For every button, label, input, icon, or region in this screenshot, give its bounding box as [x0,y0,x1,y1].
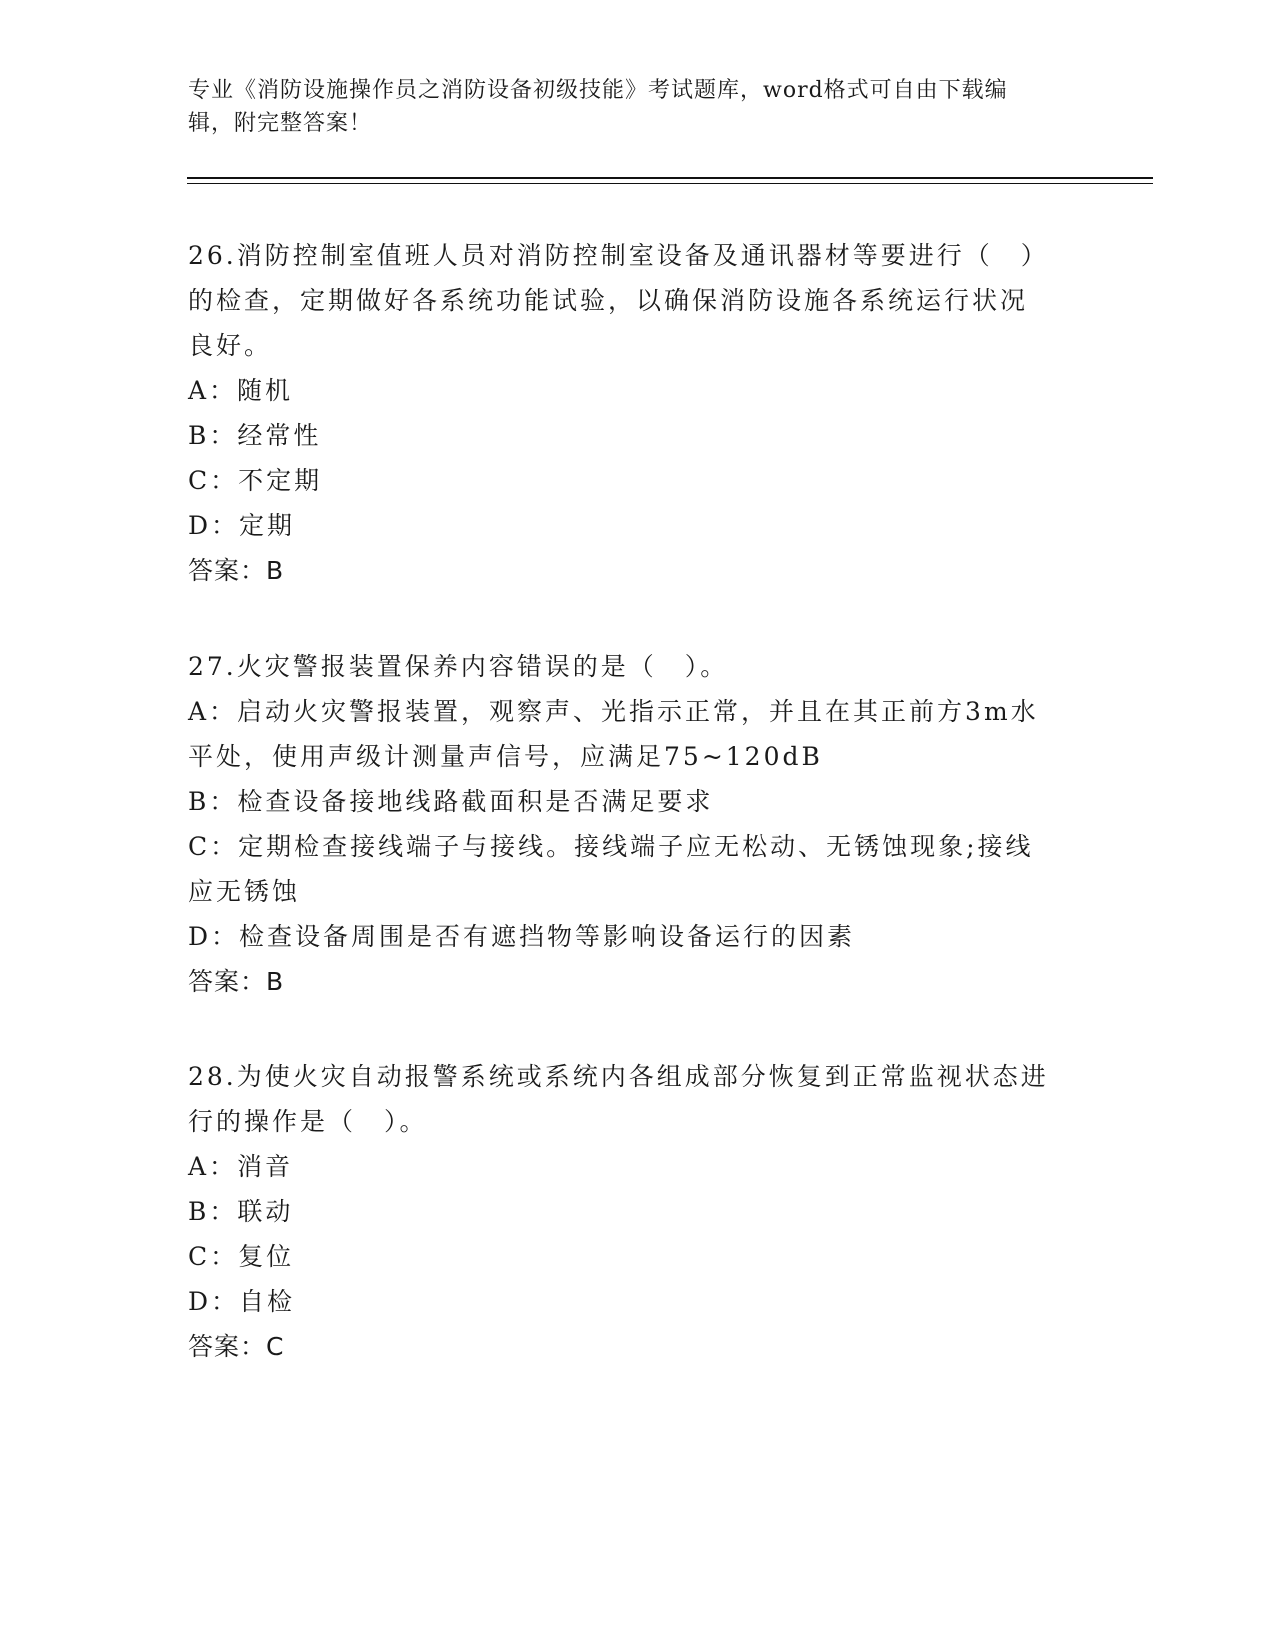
option-a: A：消音 [188,1152,294,1181]
option-b: B：检查设备接地线路截面积是否满足要求 [188,787,714,816]
answer: 答案：C [188,1332,285,1361]
question-26 [188,233,1068,593]
option-c: C：不定期 [188,466,323,495]
question-text: 良好。 [188,331,273,360]
option-a-continued: 平处，使用声级计测量声信号，应满足75~120dB [188,742,823,771]
header-divider [187,177,1153,179]
document-header [188,74,1068,140]
option-a: A：启动火灾警报装置，观察声、光指示正常，并且在其正前方3m水 [188,697,1039,726]
option-c: C：定期检查接线端子与接线。接线端子应无松动、无锈蚀现象;接线 [188,832,1034,861]
option-d: D：定期 [188,511,296,540]
question-27 [188,644,1068,1004]
header-divider [187,183,1153,184]
option-d: D：检查设备周围是否有遮挡物等影响设备运行的因素 [188,922,856,951]
question-text: 28.为使火灾自动报警系统或系统内各组成部分恢复到正常监视状态进 [188,1062,1049,1091]
question-text: 的检查，定期做好各系统功能试验，以确保消防设施各系统运行状况 [188,286,1029,315]
option-c-continued: 应无锈蚀 [188,877,301,906]
question-text: 行的操作是（ ）。 [188,1107,428,1136]
answer: 答案：B [188,556,285,585]
question-text: 27.火灾警报装置保养内容错误的是（ ）。 [188,652,729,681]
header-line: 辑，附完整答案！ [188,111,373,136]
option-a: A：随机 [188,376,294,405]
option-b: B：经常性 [188,421,322,450]
option-b: B：联动 [188,1197,294,1226]
header-line: 专业《消防设施操作员之消防设备初级技能》考试题库，word格式可自由下载编 [188,78,1008,103]
answer: 答案：B [188,967,285,996]
option-c: C：复位 [188,1242,295,1271]
option-d: D：自检 [188,1287,296,1316]
question-text: 26.消防控制室值班人员对消防控制室设备及通讯器材等要进行（ ） [188,241,1049,270]
question-28 [188,1054,1068,1369]
